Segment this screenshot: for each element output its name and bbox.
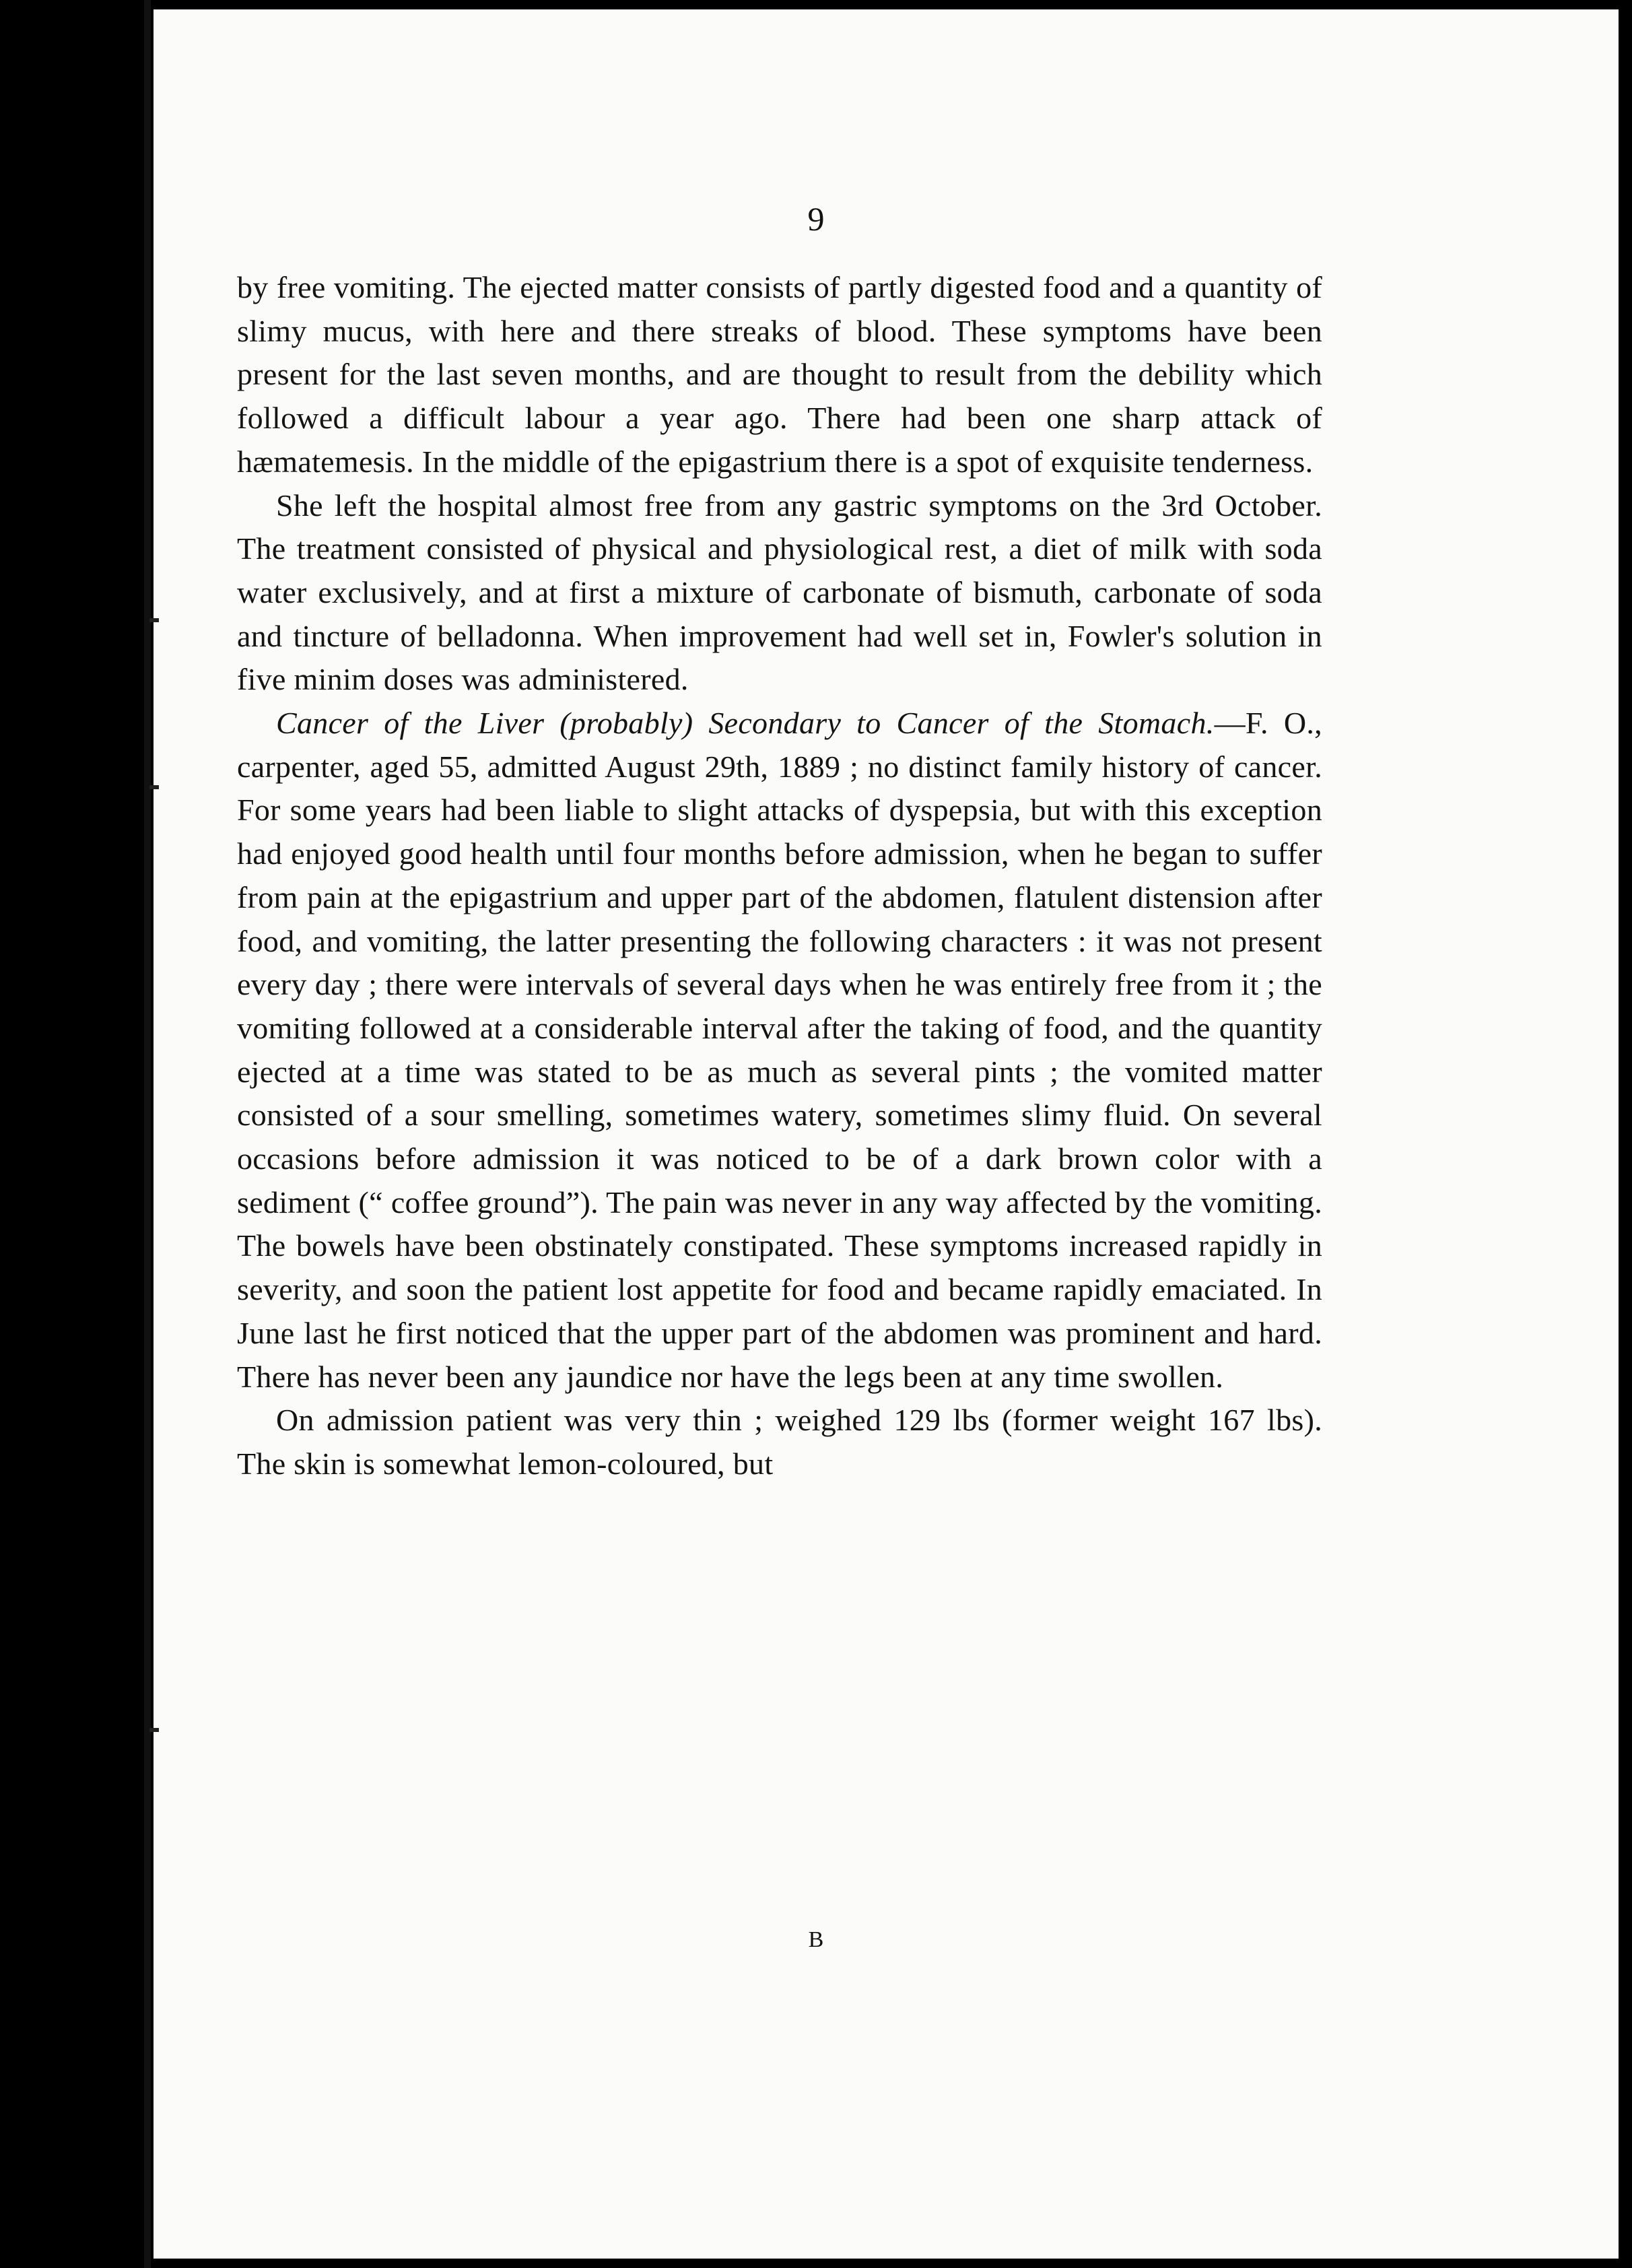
body-text [237,266,1322,1486]
margin-mark [149,785,159,789]
paragraph-2: She left the hospital almost free from any gastric symptoms on the 3rd October. The treatment consisted of physical and physiological rest, a diet of milk with soda water exclusively, and at first a mixture of carbonate of bismuth, carbonate of soda and tincture of belladonna. When improvement had well set in, Fowler's solution in five minim doses was administered. [237,488,1322,697]
paragraph-3 [237,702,1322,1399]
margin-mark [149,1728,159,1732]
margin-mark [149,618,159,622]
case-description: —F. O., carpenter, aged 55, admitted August 29th, 1889 ; no distinct family history of cancer. For some years had been liable to slight attacks of dyspepsia, but with this exception had enjoyed good health until four months before admission, when he began to suffer from pain at the epigastrium and upper part of the abdomen, flatulent distension after food, and vomiting, the latter presenting the following characters : it was not present every day ; there were intervals of several days when he was entirely free from it ; the vomiting followed at a considerable interval after the taking of food, and the quantity ejected at a time was stated to be as much as several pints ; the vomited matter consisted of a sour smelling, sometimes watery, sometimes slimy fluid. On several occasions before admission it was noticed to be of a dark brown color with a sediment (“ coffee ground”). The pain was never in any way affected by the vomiting. The bowels have been obstinately constipated. These symptoms increased rapidly in severity, and soon the patient lost appetite for food and became rapidly emaciated. In June last he first noticed that the upper part of the abdomen was prominent and hard. There has never been any jaundice nor have the legs been at any time swollen. [237,706,1322,1394]
paragraph-1: by free vomiting. The ejected matter consists of partly digested food and a quantity of slimy mucus, with here and there streaks of blood. These symptoms have been present for the last seven months, and are thought to result from the debility which followed a difficult labour a year ago. There had been one sharp attack of hæmatemesis. In the middle of the epigastrium there is a spot of exquisite tenderness. [237,270,1322,479]
paragraph-4: On admission patient was very thin ; weighed 129 lbs (former weight 167 lbs). The skin is somewhat lemon-coloured, but [237,1403,1322,1481]
signature-mark: B [808,1927,824,1952]
page-number: 9 [807,200,825,238]
case-heading: Cancer of the Liver (probably) Secondary to Cancer of the Stomach. [276,706,1215,741]
